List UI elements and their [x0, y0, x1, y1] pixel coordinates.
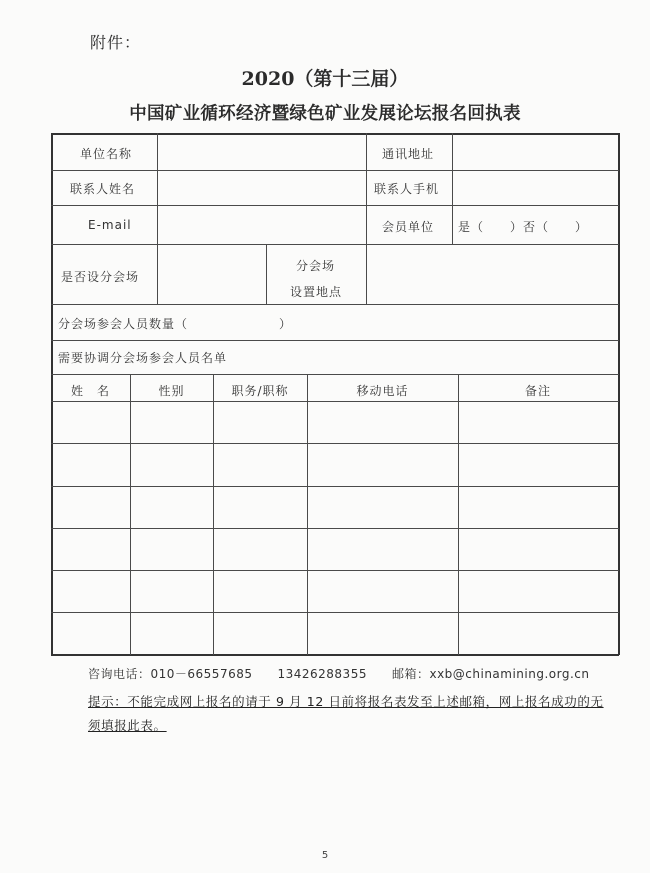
page-title: 2020（第十三届）	[241, 68, 409, 90]
header-title: 职务/职称	[231, 384, 289, 398]
row-divider	[51, 528, 619, 529]
col-divider	[157, 133, 158, 244]
row-divider	[51, 570, 619, 571]
form-border-top	[51, 133, 619, 135]
address-label: 通讯地址	[382, 147, 435, 161]
col-divider	[266, 244, 267, 304]
col-divider	[213, 374, 214, 655]
member-options: 是（ ）否（ ）	[458, 220, 589, 234]
col-divider	[130, 374, 131, 655]
row-divider	[51, 401, 619, 402]
col-divider	[366, 133, 367, 304]
col-divider	[157, 244, 158, 304]
page-number: 5	[321, 850, 329, 861]
contact-name-label: 联系人姓名	[70, 182, 136, 196]
col-divider	[458, 374, 459, 655]
branch-location-label: 分会场	[296, 259, 336, 273]
page-subtitle: 中国矿业循环经济暨绿色矿业发展论坛报名回执表	[129, 104, 521, 124]
tip-text: 提示：不能完成网上报名的请于 9 月 12 日前将报名表发至上述邮箱，网上报名成功的无须填报此表。	[88, 694, 604, 733]
attachment-label: 附件：	[90, 33, 142, 52]
row-divider	[51, 374, 619, 375]
row-divider	[51, 170, 619, 171]
header-gender: 性别	[158, 384, 185, 398]
email-label: E-mail	[88, 218, 132, 232]
header-name: 姓 名	[70, 384, 110, 398]
unit-name-label: 单位名称	[80, 147, 133, 161]
row-divider	[51, 612, 619, 613]
row-divider	[51, 340, 619, 341]
form-border-right	[618, 133, 620, 655]
header-notes: 备注	[524, 384, 551, 398]
col-divider	[307, 374, 308, 655]
branch-venue-label: 是否设分会场	[61, 270, 140, 284]
branch-location-label-2: 设置地点	[290, 285, 343, 299]
row-divider	[51, 304, 619, 305]
header-mobile: 移动电话	[356, 384, 409, 398]
registration-tip	[88, 690, 608, 738]
row-divider	[51, 244, 619, 245]
contact-mobile-label: 联系人手机	[374, 182, 440, 196]
branch-count-label: 分会场参会人员数量（ ）	[58, 317, 293, 331]
form-border-bottom	[51, 654, 619, 656]
contact-footer: 咨询电话：010－66557685 13426288355 邮箱：xxb@chinamining.org.cn	[88, 667, 590, 681]
row-divider	[51, 443, 619, 444]
member-unit-label: 会员单位	[382, 220, 435, 234]
row-divider	[51, 486, 619, 487]
row-divider	[51, 205, 619, 206]
col-divider	[452, 133, 453, 244]
coordination-list-label: 需要协调分会场参会人员名单	[58, 351, 228, 365]
